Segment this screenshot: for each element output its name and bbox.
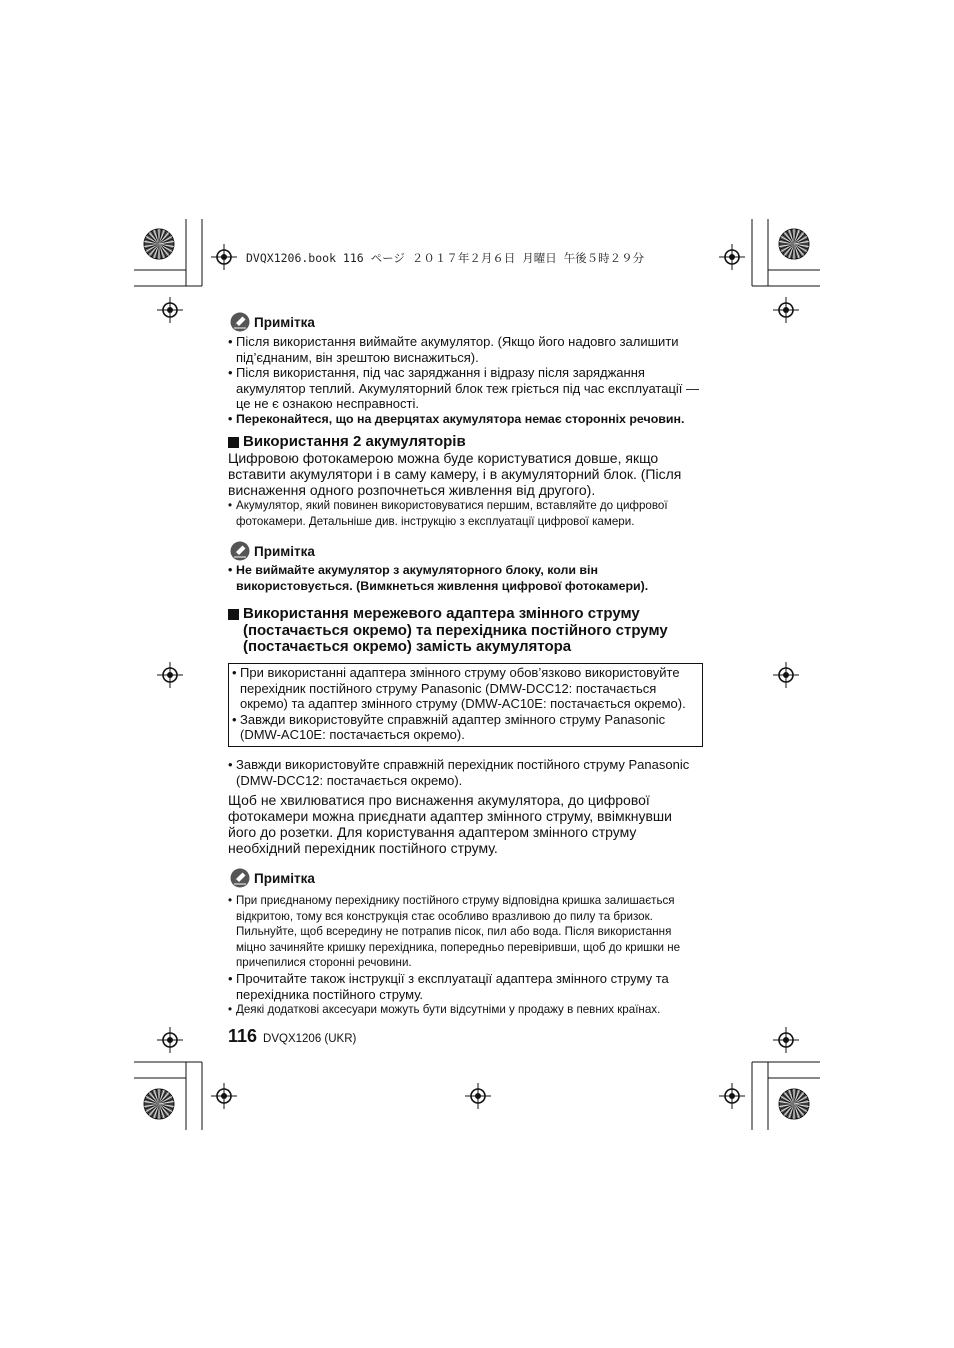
note-heading	[228, 541, 703, 561]
note-heading	[228, 868, 703, 888]
warning-box	[228, 663, 703, 747]
star-target-icon	[144, 229, 174, 259]
section-heading: Використання мережевого адаптера змінного струму (постачається окремо) та перехідника постійного струму (постачається окремо) замість акумулятора	[228, 606, 703, 656]
page-footer	[228, 1026, 703, 1047]
note-pencil-icon	[230, 312, 250, 332]
crosshair-target-icon	[157, 662, 183, 688]
page-number: 116	[228, 1025, 258, 1046]
square-bullet-icon	[228, 609, 239, 620]
list-item: • Після використання, під час заряджання і відразу після заряджання акумулятор теплий. Акумуляторний блок теж гріється під час експлуатації — це не є ознакою несправності.	[228, 365, 700, 412]
note-pencil-icon	[230, 868, 250, 888]
note-title: Примітка	[254, 870, 315, 886]
note-heading	[228, 312, 703, 332]
star-target-icon	[144, 1089, 174, 1119]
square-bullet-icon	[228, 437, 239, 448]
note-title: Примітка	[254, 543, 315, 559]
crosshair-target-icon	[773, 662, 799, 688]
star-target-icon	[779, 229, 809, 259]
crosshair-target-icon	[719, 1083, 745, 1109]
list-item: • Акумулятор, який повинен використовуватися першим, вставляйте до цифрової фотокамери. Детальніше див. інструкцію з експлуатації цифрової камери.	[228, 499, 668, 528]
note-title: Примітка	[254, 314, 315, 330]
list-item: • Прочитайте також інструкції з експлуатації адаптера змінного струму та перехідника постійного струму.	[228, 971, 669, 1002]
list-item: • При використанні адаптера змінного струму обов’язково використовуйте перехідник постійного струму Panasonic (DMW-DCC12: постачається окремо) та адаптер змінного струму (DMW-AC10E: постачається окремо).	[232, 664, 686, 712]
page-content	[228, 312, 703, 1047]
paragraph: Щоб не хвилюватися про виснаження акумулятора, до цифрової фотокамери можна приєднати адаптер змінного струму, ввімкнувши його до розетки. Для користування адаптером змінного струму необхідний перехідник постійного струму.	[228, 792, 672, 857]
crosshair-target-icon	[211, 244, 237, 270]
list-item: • Завжди використовуйте справжній перехідник постійного струму Panasonic (DMW-DCC12: постачається окремо).	[228, 756, 690, 788]
crosshair-target-icon	[211, 1083, 237, 1109]
list-item: • Не виймайте акумулятор з акумуляторного блоку, коли він використовується. (Вимкнеться живлення цифрової фотокамери).	[228, 563, 649, 593]
note-pencil-icon	[230, 541, 250, 561]
document-code: DVQX1206 (UKR)	[263, 1032, 357, 1045]
crosshair-target-icon	[719, 244, 745, 270]
crosshair-target-icon	[773, 1027, 799, 1053]
list-item: • При приєднаному перехіднику постійного струму відповідна кришка залишається відкритою, тому вся конструкція стає особливо вразливою до пилу та бризок. Пильнуйте, щоб всередину не потрапив пісок, пил або вода. Після використання міцно зачиняйте кришку перехідника, попередньо перевіривши, щоб до кришки не причепилися сторонні речовини.	[228, 894, 681, 970]
list-item: • Після використання виймайте акумулятор. (Якщо його надовго залишити під’єднаним, він зрештою виснажиться).	[228, 334, 679, 365]
crosshair-target-icon	[773, 297, 799, 323]
crosshair-target-icon	[157, 297, 183, 323]
star-target-icon	[779, 1089, 809, 1119]
crosshair-target-icon	[157, 1027, 183, 1053]
section-heading: Використання 2 акумуляторів	[228, 434, 703, 451]
crosshair-target-icon	[465, 1083, 491, 1109]
list-item: • Завжди використовуйте справжній адаптер змінного струму Panasonic (DMW-AC10E: постачається окремо).	[232, 711, 666, 743]
list-item: • Переконайтеся, що на дверцятах акумулятора немає сторонніх речовин.	[228, 411, 685, 426]
list-item: • Деякі додаткові аксесуари можуть бути відсутніми у продажу в певних країнах.	[228, 1003, 661, 1017]
print-header: DVQX1206.book 116 ページ ２０１７年２月６日 月曜日 午後５時２９分	[246, 251, 645, 265]
paragraph: Цифровою фотокамерою можна буде користуватися довше, якщо вставити акумулятори і в саму камеру, і в акумуляторний блок. (Після виснаження одного розпочнеться живлення від другого).	[228, 450, 682, 499]
